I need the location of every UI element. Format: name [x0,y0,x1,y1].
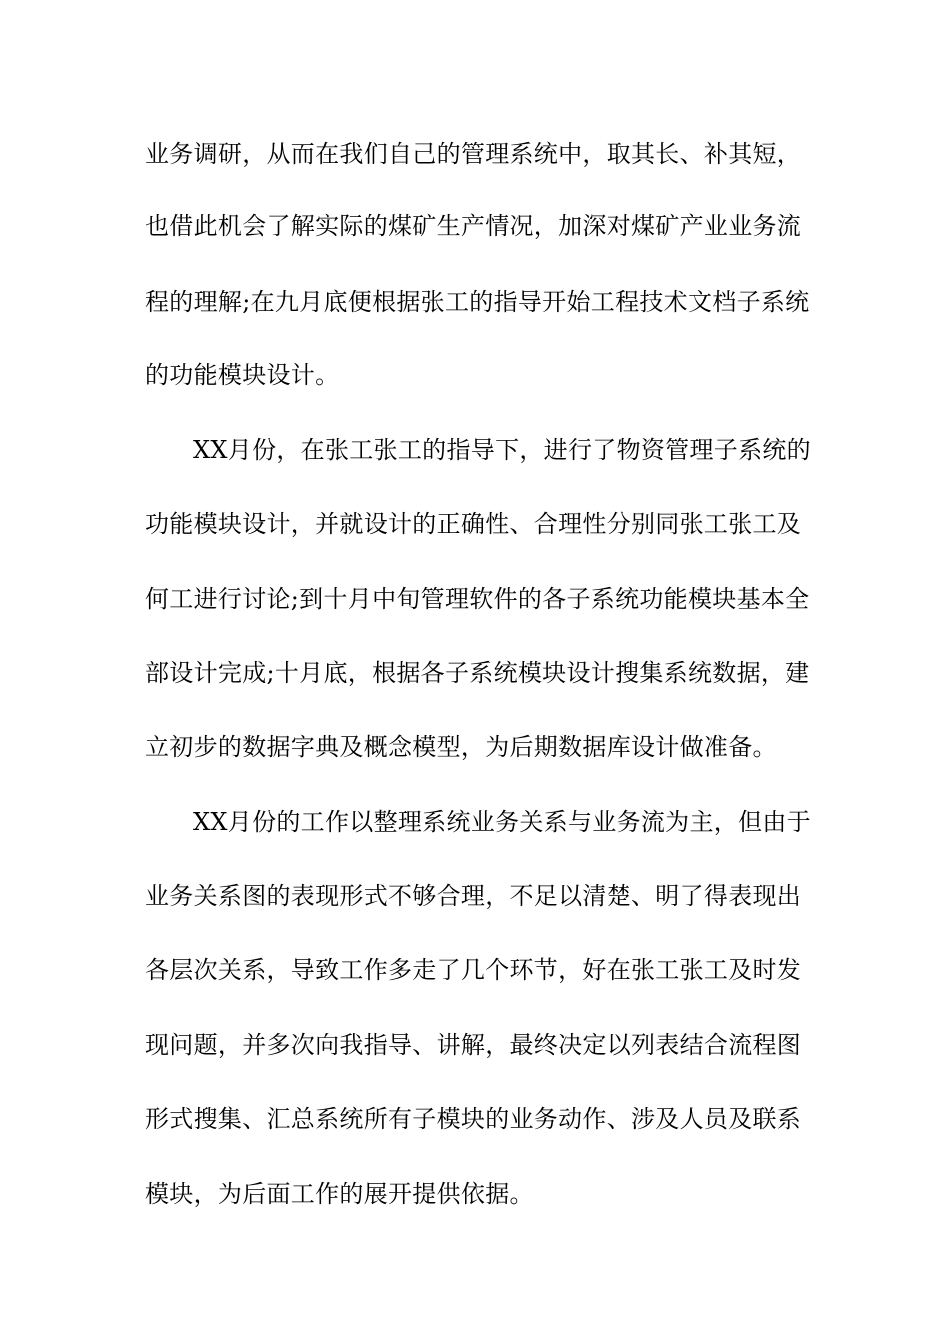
paragraph-start-line: XX月份的工作以整理系统业务关系与业务流为主，但由于 [193,808,811,836]
text-line: 功能模块设计，并就设计的正确性、合理性分别同张工张工及 [145,510,802,538]
text-line: 各层次关系，导致工作多走了几个环节，好在张工张工及时发 [145,956,802,984]
text-line: 模块，为后面工作的展开提供依据。 [145,1180,534,1208]
text-line: 也借此机会了解实际的煤矿生产情况，加深对煤矿产业业务流 [145,212,802,240]
text-line: 何工进行讨论;到十月中旬管理软件的各子系统功能模块基本全 [145,585,810,613]
text-line: 形式搜集、汇总系统所有子模块的业务动作、涉及人员及联系 [145,1105,802,1133]
text-line: 现问题，并多次向我指导、讲解，最终决定以列表结合流程图 [145,1031,802,1059]
text-line: 业务调研，从而在我们自己的管理系统中，取其长、补其短， [145,140,802,168]
text-line: 程的理解;在九月底便根据张工的指导开始工程技术文档子系统 [145,288,810,316]
text-line: 立初步的数据字典及概念模型，为后期数据库设计做准备。 [145,733,777,761]
text-line: 部设计完成;十月底，根据各子系统模块设计搜集系统数据，建 [145,659,810,687]
paragraph-start-line: XX月份，在张工张工的指导下，进行了物资管理子系统的 [193,436,811,464]
text-line: 的功能模块设计。 [145,361,340,389]
text-line: 业务关系图的表现形式不够合理，不足以清楚、明了得表现出 [145,882,802,910]
